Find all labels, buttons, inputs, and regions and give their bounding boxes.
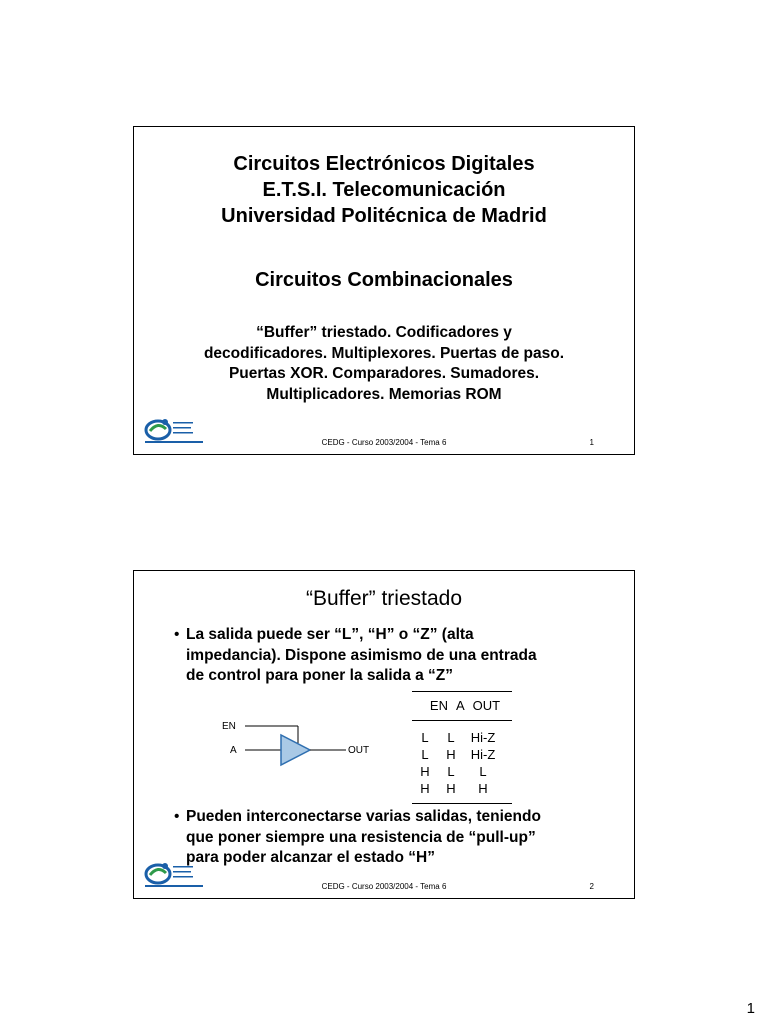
bullet-line: para poder alcanzar el estado “H” [186, 849, 435, 866]
a-label: A [230, 745, 237, 756]
table-row [412, 729, 512, 746]
table-header-cell: EN [429, 698, 448, 713]
table-row [412, 763, 512, 780]
table-cell: Hi-Z [470, 730, 496, 745]
heading-line: E.T.S.I. Telecomunicación [262, 179, 506, 201]
bullet-dot: • [174, 626, 180, 643]
bullet-line: Pueden interconectarse varias salidas, teniendo [186, 808, 541, 825]
heading-line: Universidad Politécnica de Madrid [221, 205, 547, 227]
table-header [412, 692, 512, 720]
slide-1-topic: Circuitos Combinacionales [255, 269, 513, 291]
description-line: Multiplicadores. Memorias ROM [266, 385, 502, 403]
heading-line: Circuitos Electrónicos Digitales [233, 153, 535, 175]
out-label: OUT [348, 745, 370, 756]
bullet-line: de control para poner la salida a “Z” [186, 667, 454, 684]
slide-1-heading [134, 151, 634, 229]
table-cell: H [420, 764, 430, 779]
slide-footer: CEDG - Curso 2003/2004 - Tema 6 [321, 438, 447, 447]
bullet-line: impedancia). Dispone asimismo de una entrada [186, 646, 537, 664]
en-label: EN [222, 721, 236, 732]
description-line: decodificadores. Multiplexores. Puertas de paso. [203, 344, 565, 362]
truth-table [412, 691, 512, 804]
table-header-cell: OUT [472, 698, 501, 713]
table-rule [412, 803, 512, 804]
tristate-buffer-diagram [214, 711, 414, 771]
slide-number: 2 [589, 882, 594, 891]
table-cell: H [478, 781, 488, 796]
description-line: Puertas XOR. Comparadores. Sumadores. [228, 365, 540, 382]
table-row [412, 746, 512, 763]
description-line: “Buffer” triestado. Codificadores y [256, 324, 512, 341]
bullet-dot: • [174, 808, 180, 825]
table-cell: H [420, 781, 430, 796]
slide-1 [133, 126, 635, 455]
bullet-line: que poner siempre una resistencia de “pull-up” [186, 828, 536, 846]
slide-number: 1 [589, 438, 594, 447]
table-cell: L [421, 747, 429, 762]
bullet-item [174, 625, 594, 687]
bullet-line: La salida puede ser “L”, “H” o “Z” (alta [186, 626, 474, 643]
table-cell: L [479, 764, 487, 779]
table-cell: L [447, 764, 455, 779]
slide-2 [133, 570, 635, 899]
tristate-buffer-symbol [214, 711, 414, 771]
slide-footer: CEDG - Curso 2003/2004 - Tema 6 [321, 882, 447, 891]
table-cell: H [446, 781, 456, 796]
table-row [412, 780, 512, 797]
table-cell: L [447, 730, 455, 745]
page-number: 1 [746, 1000, 755, 1017]
slide-2-title: “Buffer” triestado [305, 587, 462, 610]
table-header-cell: A [455, 698, 465, 713]
slide-1-description [154, 323, 614, 405]
table-cell: Hi-Z [470, 747, 496, 762]
table-cell: H [446, 747, 456, 762]
table-cell: L [421, 730, 429, 745]
table-body [412, 721, 512, 803]
bullet-item [174, 807, 594, 869]
